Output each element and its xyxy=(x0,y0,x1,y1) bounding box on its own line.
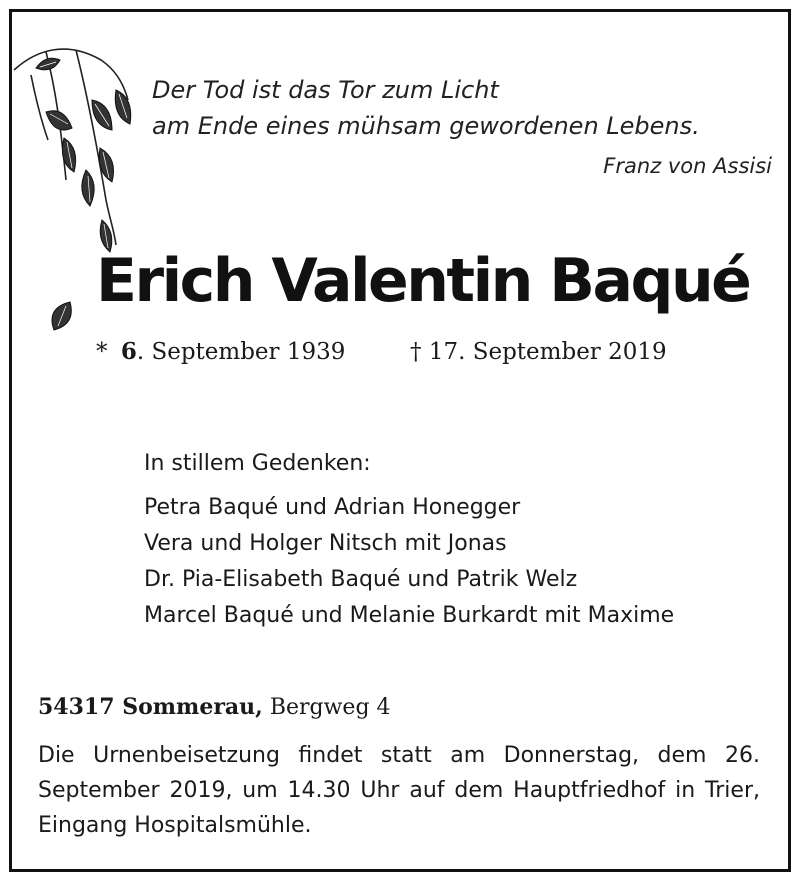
life-dates xyxy=(96,338,667,365)
mourner-line: Vera und Holger Nitsch mit Jonas xyxy=(144,531,507,556)
birth-day: 6 xyxy=(120,338,137,365)
deceased-name: Erich Valentin Baqué xyxy=(96,246,750,316)
birth-date: . September 1939 xyxy=(136,339,346,365)
mourner-line: Petra Baqué und Adrian Honegger xyxy=(144,495,521,520)
address xyxy=(38,694,391,720)
mourner-line: Marcel Baqué und Melanie Burkardt mit Maxime xyxy=(144,603,675,628)
mourners-block xyxy=(144,446,674,634)
mourners-intro: In stillem Gedenken: xyxy=(144,451,371,476)
death-date: † 17. September 2019 xyxy=(410,339,667,365)
quote-line-2: am Ende eines mühsam gewordenen Lebens. xyxy=(152,112,700,140)
address-city: 54317 Sommerau, xyxy=(38,694,263,720)
birth-symbol: * xyxy=(96,339,108,365)
quote-author: Franz von Assisi xyxy=(603,154,772,178)
burial-info: Die Urnenbeisetzung findet statt am Donnerstag, dem 26. September 2019, um 14.30 Uhr auf dem Hauptfriedhof in Trier, Eingang Hospitalsmühle. xyxy=(38,743,760,838)
quote-line-1: Der Tod ist das Tor zum Licht xyxy=(152,76,499,104)
address-street: Bergweg 4 xyxy=(269,695,391,720)
quote-block xyxy=(152,72,772,184)
mourner-line: Dr. Pia-Elisabeth Baqué und Patrik Welz xyxy=(144,567,578,592)
